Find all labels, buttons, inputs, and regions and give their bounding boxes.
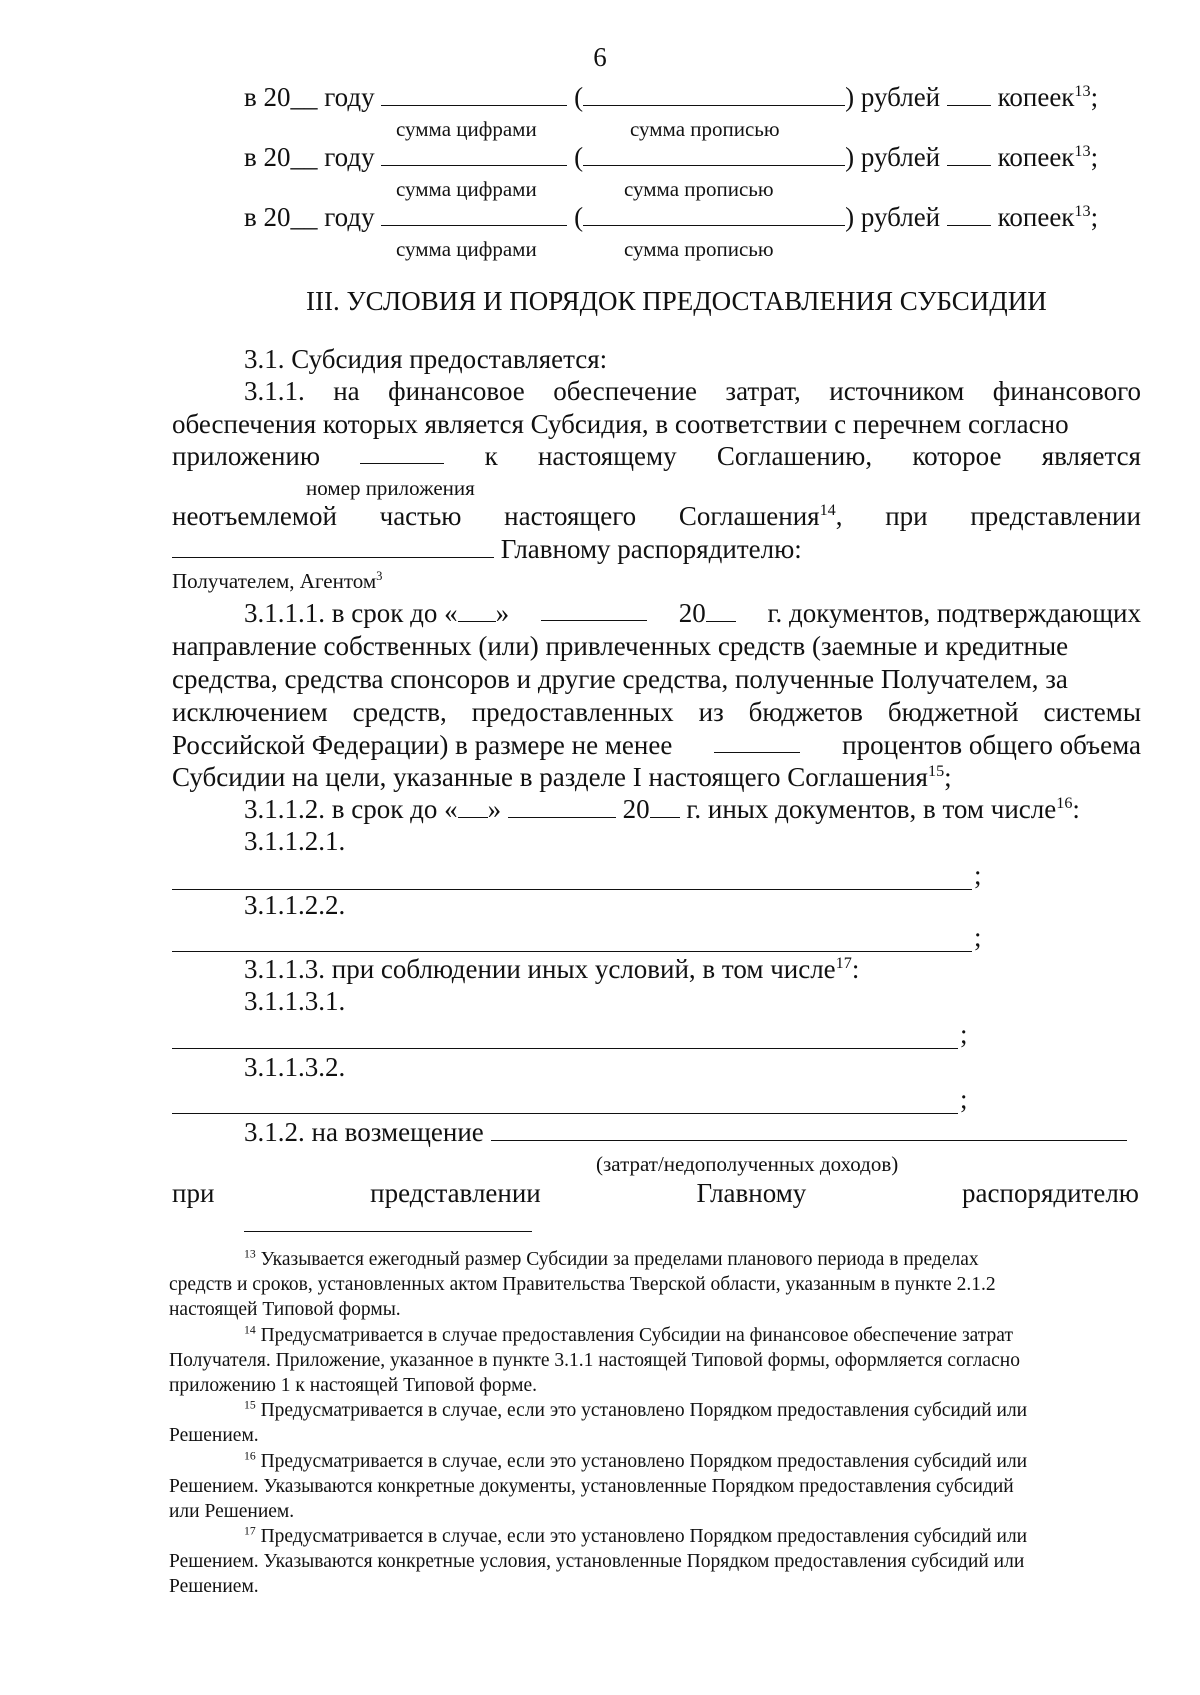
text: Российской Федерации) в размере не менее — [172, 730, 673, 760]
text: 3.1.1.3. при соблюдении иных условий, в том числе — [244, 954, 836, 984]
footnote-number: 16 — [244, 1449, 256, 1463]
section-heading: III. УСЛОВИЯ И ПОРЯДОК ПРЕДОСТАВЛЕНИЯ СУБСИДИИ — [306, 286, 1047, 316]
word: источником — [829, 376, 965, 406]
kopecks-field[interactable] — [947, 143, 991, 166]
caption-words: сумма прописью — [630, 117, 780, 141]
word: частью — [379, 501, 462, 531]
text: г. иных документов, в том числе — [686, 794, 1057, 824]
text: 3.1.2. на возмещение — [244, 1117, 484, 1147]
amount-digits-field[interactable] — [381, 203, 567, 226]
clause-3-1-1-line4 — [172, 501, 1141, 532]
word: Соглашения — [678, 501, 820, 531]
text: процентов общего объема — [842, 730, 1141, 760]
caption-words: сумма прописью — [624, 177, 774, 201]
footnote-14-line1 — [244, 1325, 1013, 1347]
amount-words-field[interactable] — [583, 143, 845, 166]
footnote-14-line3: приложению 1 к настоящей Типовой форме. — [169, 1375, 538, 1396]
recipient-field[interactable] — [172, 535, 494, 558]
clause-3-1-2-last-line — [172, 1178, 1139, 1209]
amount-digits-field[interactable] — [381, 83, 567, 106]
footnote-ref[interactable]: 15 — [927, 762, 945, 780]
footnote-ref[interactable]: 13 — [1074, 142, 1091, 160]
text: Предусматривается в случае, если это установлено Порядком предоставления субсидий или — [260, 1526, 1028, 1547]
appendix-number-field[interactable] — [360, 441, 444, 464]
word: к — [484, 441, 498, 471]
clause-3-1-1-1-line2: направление собственных (или) привлеченных средств (заемные и кредитные — [172, 631, 1069, 661]
amount-digits-field[interactable] — [381, 143, 567, 166]
month-field[interactable] — [541, 598, 647, 621]
item-3-1-1-2-1: 3.1.1.2.1. — [244, 826, 346, 856]
footnote-number: 14 — [244, 1323, 256, 1337]
word: на — [333, 376, 360, 406]
row-end: ; — [1090, 82, 1099, 112]
clause-3-1-1-2 — [244, 794, 1080, 825]
word: при — [885, 501, 928, 531]
word: настоящего — [504, 501, 637, 531]
word: обеспечение — [553, 376, 697, 406]
kop-label: копеек — [997, 202, 1075, 232]
footnote-13-line2: средств и сроков, установленных актом Правительства Тверской области, указанным в пункте 2.1.2 — [169, 1274, 996, 1295]
word: Главному — [696, 1178, 807, 1208]
clause-3-1-1-3 — [244, 954, 859, 985]
footnote-15-line2: Решением. — [169, 1425, 259, 1446]
amount-words-field[interactable] — [583, 83, 845, 106]
text: » — [487, 794, 502, 824]
word: 3.1.1. — [244, 376, 305, 406]
year-label: в 20__ году — [244, 82, 375, 112]
footnote-ref[interactable]: 3 — [376, 569, 383, 583]
line-end: ; — [974, 922, 982, 952]
text: ; — [944, 762, 952, 792]
clause-3-1-1-1-line4: исключением средств, предоставленных из бюджетов бюджетной системы — [172, 697, 1141, 727]
caption-digits: сумма цифрами — [396, 117, 537, 141]
item-3-1-1-3-2: 3.1.1.3.2. — [244, 1052, 346, 1082]
caption-recipient — [172, 569, 382, 594]
clause-3-1-1-1-line3: средства, средства спонсоров и другие средства, полученные Получателем, за — [172, 664, 1068, 694]
word: Соглашению, — [716, 441, 873, 471]
footnote-separator — [244, 1231, 532, 1232]
item-3-1-1-3-1-field[interactable] — [172, 1048, 958, 1049]
word: представлении — [970, 501, 1141, 531]
footnote-13-line1 — [244, 1249, 979, 1271]
clause-3-1-1-1-line5 — [172, 730, 1141, 761]
clause-3-1-1-1-line1 — [244, 598, 1141, 629]
footnote-14-line2: Получателя. Приложение, указанное в пункте 3.1.1 настоящей Типовой формы, оформляется согласно — [169, 1350, 1020, 1371]
caption-words: сумма прописью — [624, 237, 774, 261]
kopecks-field[interactable] — [947, 83, 991, 106]
word: финансовое — [388, 376, 525, 406]
caption-reimbursement: (затрат/недополученных доходов) — [596, 1152, 899, 1176]
caption-appendix-number: номер приложения — [306, 476, 475, 500]
footnote-17-line2: Решением. Указываются конкретные условия, установленные Порядком предоставления субсидий или — [169, 1551, 1025, 1572]
footnote-ref[interactable]: 14 — [819, 501, 836, 519]
word: финансового — [992, 376, 1141, 406]
text: Предусматривается в случае, если это установлено Порядком предоставления субсидий или — [260, 1451, 1028, 1472]
clause-3-1-1-1-line6 — [172, 762, 952, 793]
rub-label: ) рублей — [845, 202, 941, 232]
kopecks-field[interactable] — [947, 203, 991, 226]
page-number: 6 — [593, 42, 607, 72]
open-paren: ( — [574, 142, 584, 172]
text: 20 — [678, 598, 706, 628]
rub-label: ) рублей — [845, 142, 941, 172]
footnote-13-line3: настоящей Типовой формы. — [169, 1299, 401, 1320]
word: которое — [912, 441, 1002, 471]
kop-label: копеек — [997, 142, 1075, 172]
open-paren: ( — [574, 82, 584, 112]
line-end: ; — [960, 1084, 968, 1114]
date-group — [244, 598, 509, 629]
year-field[interactable] — [706, 599, 736, 622]
text: 3.1.1.1. в срок до « — [244, 598, 458, 628]
item-3-1-1-3-1: 3.1.1.3.1. — [244, 986, 346, 1016]
word: настоящему — [537, 441, 677, 471]
footnote-15-line1 — [244, 1400, 1027, 1422]
word: является — [1041, 441, 1141, 471]
word: затрат, — [725, 376, 801, 406]
footnote-ref[interactable]: 13 — [1074, 202, 1091, 220]
footnote-ref[interactable]: 17 — [835, 954, 852, 972]
year-group — [679, 598, 736, 629]
text: 3.1.1.2. в срок до « — [244, 794, 458, 824]
item-3-1-1-3-2-field[interactable] — [172, 1113, 958, 1114]
caption-text: Получателем, Агентом — [172, 569, 377, 593]
text: Субсидии на цели, указанные в разделе I настоящего Соглашения — [172, 762, 928, 792]
row-end: ; — [1090, 142, 1099, 172]
open-paren: ( — [574, 202, 584, 232]
caption-digits: сумма цифрами — [396, 177, 537, 201]
word: неотъемлемой — [172, 501, 337, 531]
amount-words-field[interactable] — [583, 203, 845, 226]
year-label: в 20__ году — [244, 202, 375, 232]
text: » — [495, 598, 510, 628]
line-end: ; — [974, 860, 982, 890]
clause-3-1: 3.1. Субсидия предоставляется: — [244, 344, 608, 374]
day-field[interactable] — [458, 599, 496, 622]
caption-digits: сумма цифрами — [396, 237, 537, 261]
text: Предусматривается в случае, если это установлено Порядком предоставления субсидий или — [260, 1400, 1028, 1421]
footnote-16-line2: Решением. Указываются конкретные документы, установленные Порядком предоставления субсидий — [169, 1476, 1014, 1497]
footnote-number: 13 — [244, 1247, 256, 1261]
clause-3-1-1-line2: обеспечения которых является Субсидия, в соответствии с перечнем согласно — [172, 409, 1069, 439]
row-end: ; — [1090, 202, 1099, 232]
item-3-1-1-2-2: 3.1.1.2.2. — [244, 890, 346, 920]
year-field[interactable] — [650, 795, 680, 818]
word: при — [172, 1178, 215, 1208]
line-text: Главному распорядителю: — [500, 534, 802, 564]
year-row-1 — [244, 82, 1098, 113]
clause-3-1-1-line1 — [244, 376, 1141, 407]
clause-3-1-1-line5 — [172, 534, 802, 565]
month-field[interactable] — [508, 795, 616, 818]
word: приложению — [172, 441, 321, 471]
kop-label: копеек — [997, 82, 1075, 112]
text: Предусматривается в случае предоставления Субсидии на финансовое обеспечение затрат — [260, 1325, 1013, 1346]
footnote-ref[interactable]: 13 — [1074, 82, 1091, 100]
clause-3-1-1-line3 — [172, 441, 1141, 472]
day-field[interactable] — [458, 795, 488, 818]
line-end: ; — [960, 1019, 968, 1049]
text: г. документов, подтверждающих — [767, 598, 1141, 628]
year-row-2 — [244, 142, 1098, 173]
item-3-1-1-2-2-field[interactable] — [172, 951, 972, 952]
footnote-number: 15 — [244, 1398, 256, 1412]
word-with-note: Соглашения$^{14}$, — [678, 501, 843, 531]
footnote-16-line1 — [244, 1451, 1027, 1473]
text: : — [851, 954, 860, 984]
footnote-number: 17 — [244, 1524, 256, 1538]
text: 20 — [622, 794, 650, 824]
text: : — [1072, 794, 1080, 824]
footnote-17-line3: Решением. — [169, 1576, 259, 1597]
clause-3-1-2 — [244, 1117, 1127, 1148]
word: распорядителю — [962, 1178, 1139, 1208]
text: Указывается ежегодный размер Субсидии за пределами планового периода в пределах — [260, 1249, 979, 1270]
footnote-16-line3: или Решением. — [169, 1501, 295, 1522]
footnote-ref[interactable]: 16 — [1056, 794, 1073, 812]
footnote-17-line1 — [244, 1526, 1027, 1548]
reimbursement-field[interactable] — [491, 1118, 1127, 1141]
year-row-3 — [244, 202, 1098, 233]
percent-field[interactable] — [714, 730, 800, 753]
word: представлении — [370, 1178, 541, 1208]
rub-label: ) рублей — [845, 82, 941, 112]
year-label: в 20__ году — [244, 142, 375, 172]
